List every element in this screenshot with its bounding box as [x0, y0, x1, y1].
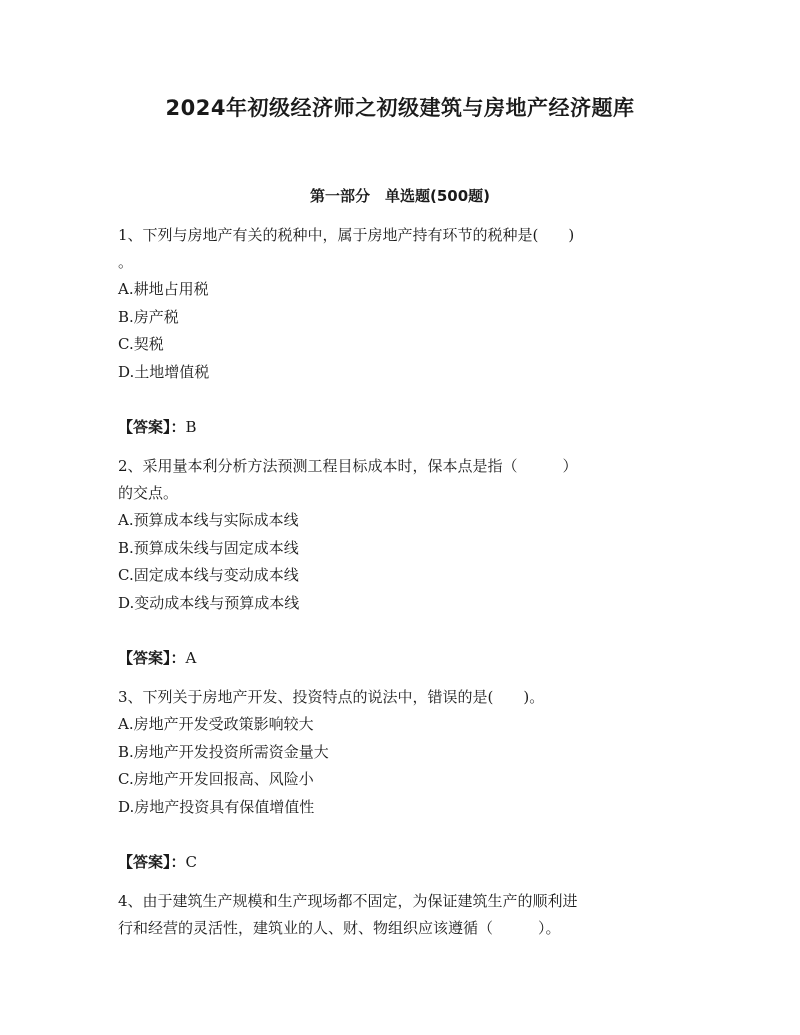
question-1-option-b: B.房产税	[118, 307, 179, 326]
question-1-line-1: 1、下列与房地产有关的税种中，属于房地产持有环节的税种是( )	[118, 226, 575, 244]
question-1-option-c: C.契税	[118, 335, 164, 353]
question-3-line-1: 3、下列关于房地产开发、投资特点的说法中，错误的是( )。	[118, 688, 545, 706]
answer-separator: ：	[170, 418, 186, 436]
question-1-option-a: A.耕地占用税	[118, 280, 209, 298]
question-1-option-d: D.土地增值税	[118, 362, 210, 381]
section-heading: 第一部分 单选题(500题)	[309, 187, 491, 205]
answer-label: 【答案】	[118, 853, 171, 871]
question-3-answer	[118, 849, 683, 876]
question-3-option-d: D.房地产投资具有保值增值性	[118, 797, 315, 816]
answer-value: B	[185, 418, 197, 436]
question-2-option-c: C.固定成本线与变动成本线	[118, 566, 299, 584]
question-4	[118, 888, 683, 942]
question-4-line-2: 行和经营的灵活性，建筑业的人、财、物组织应该遵循（ ）。	[118, 919, 561, 937]
question-4-line-1: 4、由于建筑生产规模和生产现场都不固定，为保证建筑生产的顺利进	[118, 892, 578, 910]
question-2-answer	[118, 645, 683, 672]
question-2-option-d: D.变动成本线与预算成本线	[118, 593, 300, 612]
question-3-option-b: B.房地产开发投资所需资金量大	[118, 742, 329, 761]
question-1-line-2: 。	[118, 253, 134, 271]
question-1	[118, 222, 683, 453]
answer-separator: ：	[170, 649, 186, 667]
question-2	[118, 453, 683, 684]
question-list	[118, 222, 683, 942]
question-3	[118, 684, 683, 888]
question-2-line-2: 的交点。	[118, 484, 179, 502]
answer-value: C	[185, 853, 198, 871]
question-3-option-c: C.房地产开发回报高、风险小	[118, 770, 314, 788]
answer-label: 【答案】	[118, 649, 171, 667]
answer-value: A	[185, 649, 197, 667]
page-title: 2024年初级经济师之初级建筑与房地产经济题库	[165, 96, 635, 120]
question-2-option-a: A.预算成本线与实际成本线	[118, 511, 299, 529]
answer-separator: ：	[170, 853, 186, 871]
question-2-option-b: B.预算成朱线与固定成本线	[118, 538, 299, 557]
question-2-line-1: 2、采用量本利分析方法预测工程目标成本时，保本点是指（ ）	[118, 457, 578, 475]
answer-label: 【答案】	[118, 418, 171, 436]
question-3-option-a: A.房地产开发受政策影响较大	[118, 715, 314, 733]
question-1-answer	[118, 414, 683, 441]
